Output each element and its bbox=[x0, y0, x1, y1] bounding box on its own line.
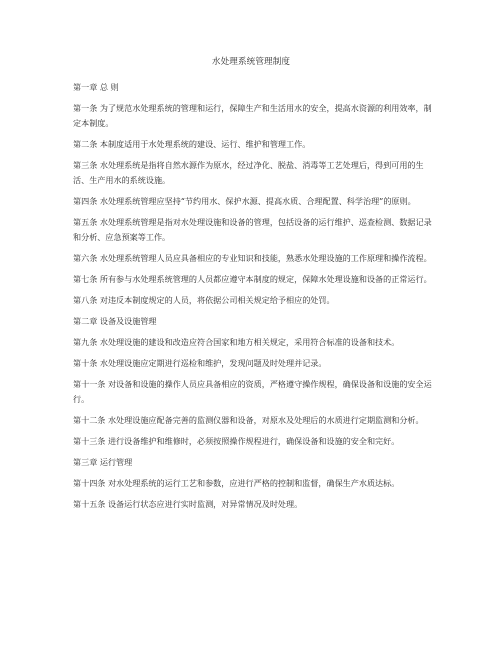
clause-paragraph: 第九条 水处理设施的建设和改造应符合国家和地方相关规定，采用符合标准的设备和技术。 bbox=[73, 337, 400, 347]
clause-paragraph: 第五条 水处理系统管理是指对水处理设施和设备的管理，包括设备的运行维护、巡查检测、数据记录和分析、应急预案等工作。 bbox=[73, 217, 432, 242]
clause-paragraph: 第十四条 对水处理系统的运行工艺和参数，应进行严格的控制和监督，确保生产水质达标。 bbox=[73, 478, 400, 488]
clause-paragraph: 第十条 水处理设施应定期进行巡检和维护，发现问题及时处理并记录。 bbox=[73, 358, 327, 368]
clause-paragraph: 第四条 水处理系统管理应坚持“节约用水、保护水源、提高水质、合理配置、科学治理”的原则。 bbox=[73, 196, 416, 206]
clause-paragraph: 第十三条 进行设备维护和维修时，必须按照操作规程进行，确保设备和设施的安全和完好。 bbox=[73, 436, 400, 446]
clause-paragraph: 第八条 对违反本制度规定的人员，将依据公司相关规定给予相应的处罚。 bbox=[73, 295, 335, 305]
clause-paragraph: 第十一条 对设备和设施的操作人员应具备相应的资质，严格遵守操作规程，确保设备和设施的安全运行。 bbox=[73, 379, 432, 404]
clause-paragraph: 第十五条 设备运行状态应进行实时监测，对异常情况及时处理。 bbox=[73, 499, 303, 509]
chapter-heading: 第一章 总 则 bbox=[73, 82, 119, 92]
clause-paragraph: 第七条 所有参与水处理系统管理的人员都应遵守本制度的规定，保障水处理设施和设备的正常运行。 bbox=[73, 274, 432, 284]
clause-paragraph: 第十二条 水处理设施应配备完善的监测仪器和设备，对原水及处理后的水质进行定期监测和分析。 bbox=[73, 415, 424, 425]
document-title: 水处理系统管理制度 bbox=[211, 57, 291, 67]
clause-paragraph: 第六条 水处理系统管理人员应具备相应的专业知识和技能，熟悉水处理设施的工作原理和操作流程。 bbox=[73, 253, 432, 263]
clause-paragraph: 第二条 本制度适用于水处理系统的建设、运行、维护和管理工作。 bbox=[73, 139, 311, 149]
document-body bbox=[73, 80, 437, 518]
chapter-heading: 第二章 设备及设施管理 bbox=[73, 316, 157, 326]
clause-paragraph: 第三条 水处理系统是指将自然水源作为原水，经过净化、脱盐、消毒等工艺处理后，得到可用的生活、生产用水的系统设施。 bbox=[73, 160, 424, 185]
clause-paragraph: 第一条 为了规范水处理系统的管理和运行，保障生产和生活用水的安全，提高水资源的利用效率，制定本制度。 bbox=[73, 103, 432, 128]
chapter-heading: 第三章 运行管理 bbox=[73, 457, 133, 467]
